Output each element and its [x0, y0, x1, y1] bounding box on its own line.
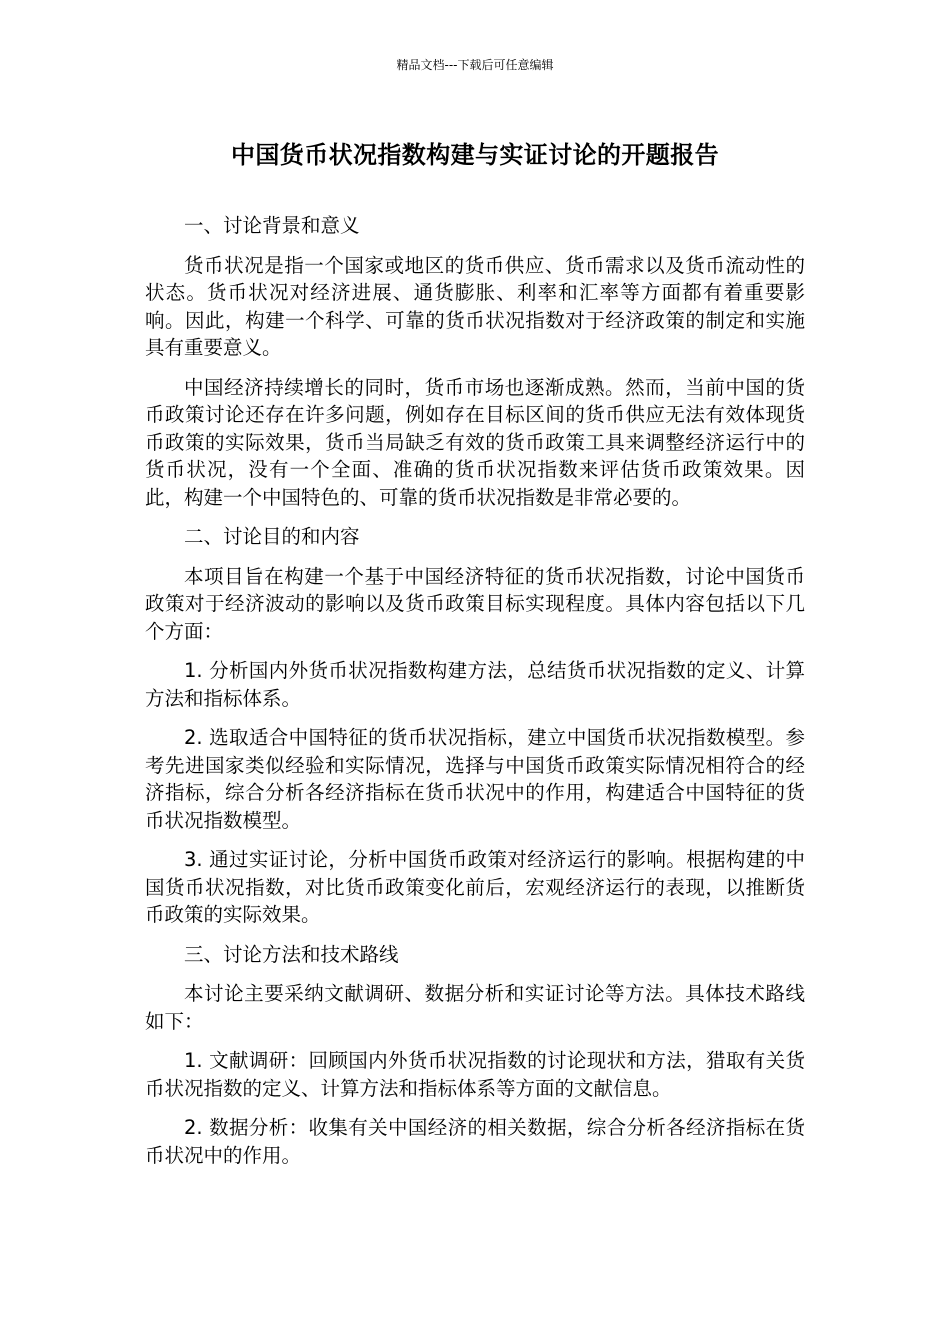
paragraph: 中国经济持续增长的同时，货币市场也逐渐成熟。然而，当前中国的货币政策讨论还存在许多问题，例如存在目标区间的货币供应无法有效体现货币政策的实际效果，货币当局缺乏有效的货币政策工具来调整经济运行中的货币状况，没有一个全面、准确的货币状况指数来评估货币政策效果。因此，构建一个中国特色的、可靠的货币状况指数是非常必要的。	[145, 375, 805, 509]
list-item: 1. 分析国内外货币状况指数构建方法，总结货币状况指数的定义、计算方法和指标体系。	[145, 659, 805, 710]
list-item: 2. 数据分析：收集有关中国经济的相关数据，综合分析各经济指标在货币状况中的作用。	[145, 1116, 805, 1167]
list-item: 1. 文献调研：回顾国内外货币状况指数的讨论现状和方法，猎取有关货币状况指数的定义、计算方法和指标体系等方面的文献信息。	[145, 1049, 805, 1100]
list-item: 3. 通过实证讨论，分析中国货币政策对经济运行的影响。根据构建的中国货币状况指数，对比货币政策变化前后，宏观经济运行的表现，以推断货币政策的实际效果。	[145, 848, 805, 926]
list-item: 2. 选取适合中国特征的货币状况指标，建立中国货币状况指数模型。参考先进国家类似经验和实际情况，选择与中国货币政策实际情况相符合的经济指标，综合分析各经济指标在货币状况中的作用，构建适合中国特征的货币状况指数模型。	[145, 726, 805, 832]
document-body	[145, 212, 805, 1181]
document-title: 中国货币状况指数构建与实证讨论的开题报告	[231, 141, 719, 169]
paragraph: 货币状况是指一个国家或地区的货币供应、货币需求以及货币流动性的状态。货币状况对经济进展、通货膨胀、利率和汇率等方面都有着重要影响。因此，构建一个科学、可靠的货币状况指数对于经济政策的制定和实施具有重要意义。	[145, 253, 805, 359]
paragraph: 本项目旨在构建一个基于中国经济特征的货币状况指数，讨论中国货币政策对于经济波动的影响以及货币政策目标实现程度。具体内容包括以下几个方面：	[145, 564, 805, 643]
page-header: 精品文档---下载后可任意编辑	[396, 58, 554, 72]
section-heading-objectives: 二、讨论目的和内容	[184, 525, 360, 548]
section-heading-methods: 三、讨论方法和技术路线	[184, 942, 399, 966]
paragraph: 本讨论主要采纳文献调研、数据分析和实证讨论等方法。具体技术路线如下：	[145, 982, 805, 1033]
section-heading-background: 一、讨论背景和意义	[184, 214, 360, 237]
